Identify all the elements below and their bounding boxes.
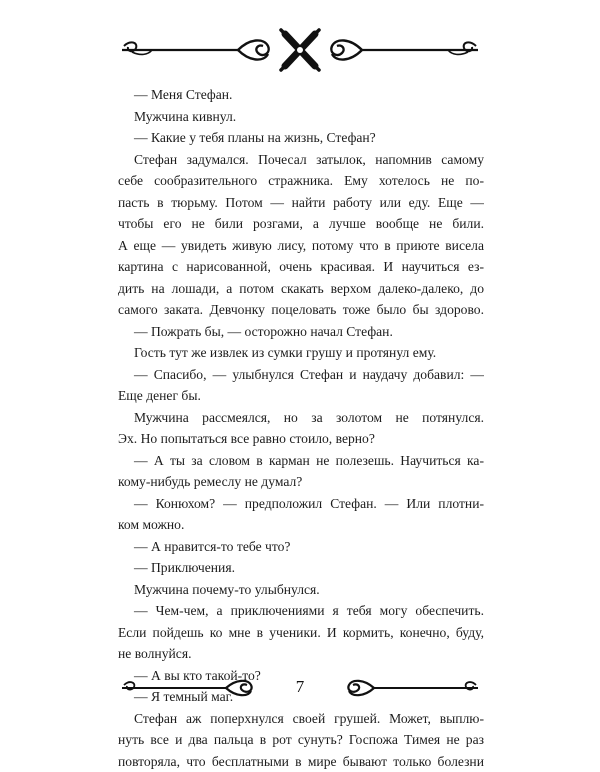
- text-line: себе сообразительного стражника. Ему хотелось не по-: [118, 170, 484, 192]
- text-line: нуть все и два пальца в рот сунуть? Госпожа Тимея не раз: [118, 729, 484, 751]
- text-line: картина с нарисованной, очень красивая. И научиться ез-: [118, 256, 484, 278]
- text-line: А еще — увидеть живую лису, потому что в приюте висела: [118, 235, 484, 257]
- text-line: пасть в тюрьму. Потом — найти работу или еду. Еще —: [118, 192, 484, 214]
- body-text: [118, 84, 484, 772]
- text-line: Стефан задумался. Почесал затылок, напомнив самому: [118, 149, 484, 171]
- text-line: Эх. Но попытаться все равно стоило, верно?: [118, 428, 484, 450]
- text-line: Мужчина рассмеялся, но за золотом не потянулся.: [118, 407, 484, 429]
- text-line: ком можно.: [118, 514, 484, 536]
- text-line: — Спасибо, — улыбнулся Стефан и наудачу добавил: —: [118, 364, 484, 386]
- text-line: Еще денег бы.: [118, 385, 484, 407]
- text-line: кому-нибудь ремеслу не думал?: [118, 471, 484, 493]
- text-line: — Приключения.: [118, 557, 484, 579]
- text-line: — А нравится-то тебе что?: [118, 536, 484, 558]
- text-line: — Меня Стефан.: [118, 84, 484, 106]
- text-line: — Какие у тебя планы на жизнь, Стефан?: [118, 127, 484, 149]
- text-line: Стефан аж поперхнулся своей грушей. Может, выплю-: [118, 708, 484, 730]
- text-line: Мужчина кивнул.: [118, 106, 484, 128]
- text-line: повторяла, что бесплатными в мире бывают только болезни: [118, 751, 484, 772]
- text-line: Если пойдешь ко мне в ученики. И кормить, конечно, буду,: [118, 622, 484, 644]
- text-line: — Чем-чем, а приключениями я тебя могу обеспечить.: [118, 600, 484, 622]
- text-line: — Я темный маг.: [118, 686, 484, 708]
- page-number: 7: [270, 675, 330, 699]
- text-line: самого заката. Девчонку поцеловать тоже было бы здорово.: [118, 299, 484, 321]
- text-line: чтобы его не били розгами, а лучше вообще не били.: [118, 213, 484, 235]
- text-line: — Конюхом? — предположил Стефан. — Или плотни-: [118, 493, 484, 515]
- text-line: — А вы кто такой-то?: [118, 665, 484, 687]
- text-line: не волнуйся.: [118, 643, 484, 665]
- text-line: дить на лошади, а потом скакать верхом далеко-далеко, до: [118, 278, 484, 300]
- text-line: Гость тут же извлек из сумки грушу и протянул ему.: [118, 342, 484, 364]
- text-line: — Пожрать бы, — осторожно начал Стефан.: [118, 321, 484, 343]
- header-ornament-icon: [118, 28, 482, 74]
- text-line: — А ты за словом в карман не полезешь. Научиться ка-: [118, 450, 484, 472]
- text-line: Мужчина почему-то улыбнулся.: [118, 579, 484, 601]
